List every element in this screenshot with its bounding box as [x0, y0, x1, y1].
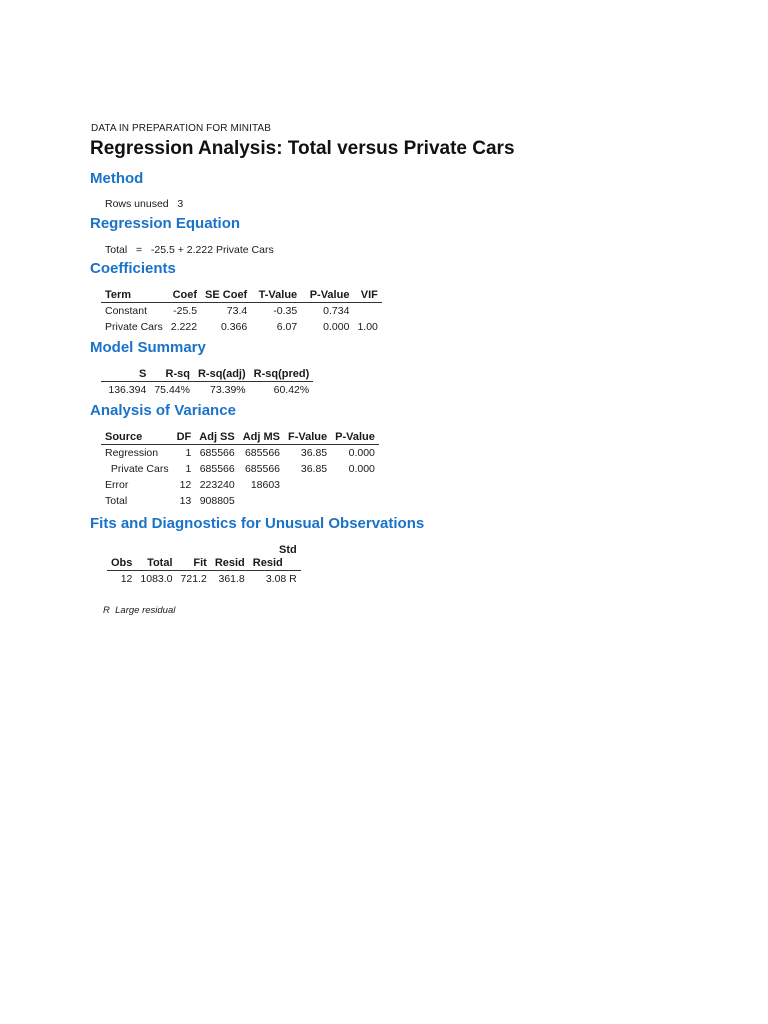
- table-row: [101, 493, 379, 509]
- ms-col-rsqadj: R-sq(adj): [194, 368, 250, 382]
- table-cell: 12: [120, 573, 133, 585]
- table-cell: 60.42%: [273, 384, 310, 396]
- table-cell: Regression: [105, 447, 159, 459]
- table-cell: [284, 493, 331, 509]
- unusual-col-std-resid: Resid: [249, 557, 301, 571]
- table-row: [107, 571, 301, 588]
- table-cell: 3.08 R: [265, 573, 297, 585]
- ms-col-s: S: [101, 368, 150, 382]
- coef-col-term: Term: [101, 289, 167, 303]
- method-heading: Method: [90, 170, 144, 187]
- table-cell: 1: [185, 463, 192, 475]
- table-cell: 0.000: [323, 321, 350, 333]
- table-header-cell: [211, 544, 249, 557]
- table-cell: 18603: [250, 479, 281, 491]
- equation-rhs: -25.5 + 2.222 Private Cars: [150, 244, 274, 256]
- table-row: [101, 477, 379, 493]
- anova-col-df: DF: [173, 431, 196, 445]
- table-cell: 685566: [199, 463, 235, 475]
- large-residual-note: R Large residual: [103, 605, 176, 616]
- table-cell: 685566: [244, 447, 281, 459]
- table-cell: Constant: [105, 305, 148, 317]
- equation-heading: Regression Equation: [90, 215, 241, 232]
- coef-col-p: P-Value: [301, 289, 353, 303]
- unusual-observations-table: [107, 544, 301, 587]
- table-cell: 0.000: [348, 463, 375, 475]
- anova-col-adjss: Adj SS: [195, 431, 238, 445]
- table-cell: [353, 303, 381, 320]
- unusual-col-std-top: Std: [279, 544, 297, 556]
- coef-col-coef: Coef: [167, 289, 201, 303]
- table-cell: 36.85: [300, 447, 328, 459]
- unusual-col-fit: Fit: [177, 557, 211, 571]
- method-value: 3: [177, 198, 184, 210]
- table-cell: 136.394: [108, 384, 147, 396]
- table-cell: 73.4: [226, 305, 248, 317]
- table-cell: Private Cars: [105, 463, 169, 475]
- table-cell: 2.222: [170, 321, 198, 333]
- table-cell: 223240: [199, 479, 235, 491]
- table-cell: Private Cars: [105, 321, 163, 333]
- model-summary-table: [101, 368, 313, 398]
- table-row: [101, 303, 382, 320]
- table-cell: 0.366: [220, 321, 248, 333]
- table-cell: 13: [179, 495, 192, 507]
- regression-equation: [105, 244, 274, 256]
- table-row: [101, 461, 379, 477]
- page-title: Regression Analysis: Total versus Private Cars: [90, 138, 515, 159]
- method-label: Rows unused: [105, 198, 169, 210]
- unusual-col-total: Total: [136, 557, 176, 571]
- table-cell: [331, 493, 379, 509]
- anova-heading: Analysis of Variance: [90, 402, 236, 419]
- table-cell: [239, 493, 284, 509]
- equation-equals: =: [135, 244, 143, 256]
- table-cell: 721.2: [180, 573, 207, 585]
- anova-table: [101, 431, 379, 509]
- coefficients-table: [101, 289, 382, 335]
- table-cell: 0.734: [323, 305, 350, 317]
- model-summary-heading: Model Summary: [90, 339, 206, 356]
- table-header-cell: [136, 544, 176, 557]
- table-cell: Total: [105, 495, 128, 507]
- table-cell: 73.39%: [210, 384, 246, 396]
- table-cell: 36.85: [300, 463, 328, 475]
- table-cell: 1: [185, 447, 192, 459]
- anova-col-source: Source: [101, 431, 173, 445]
- coefficients-heading: Coefficients: [90, 260, 176, 277]
- equation-lhs: Total: [105, 244, 128, 256]
- table-header-cell: [107, 544, 136, 557]
- anova-col-p: P-Value: [331, 431, 379, 445]
- method-rows-unused: [105, 198, 183, 210]
- coef-col-t: T-Value: [251, 289, 301, 303]
- table-cell: 1.00: [357, 321, 378, 333]
- table-cell: 685566: [199, 447, 235, 459]
- anova-col-f: F-Value: [284, 431, 331, 445]
- table-row: [101, 319, 382, 335]
- table-cell: -25.5: [173, 305, 198, 317]
- table-cell: 75.44%: [154, 384, 190, 396]
- coef-col-vif: VIF: [353, 289, 381, 303]
- table-cell: 0.000: [348, 447, 375, 459]
- table-cell: 361.8: [218, 573, 245, 585]
- unusual-col-obs: Obs: [107, 557, 136, 571]
- table-cell: 6.07: [276, 321, 298, 333]
- table-cell: [331, 477, 379, 493]
- unusual-heading: Fits and Diagnostics for Unusual Observations: [90, 515, 425, 532]
- table-cell: 12: [179, 479, 192, 491]
- table-cell: [284, 477, 331, 493]
- ms-col-rsq: R-sq: [150, 368, 194, 382]
- table-row: [101, 445, 379, 462]
- document-pretitle: DATA IN PREPARATION FOR MINITAB: [91, 123, 271, 134]
- ms-col-rsqpred: R-sq(pred): [250, 368, 314, 382]
- table-header-cell: [177, 544, 211, 557]
- unusual-col-resid: Resid: [211, 557, 249, 571]
- table-cell: 908805: [199, 495, 235, 507]
- table-cell: 1083.0: [140, 573, 173, 585]
- table-cell: -0.35: [273, 305, 298, 317]
- table-cell: Error: [105, 479, 129, 491]
- anova-col-adjms: Adj MS: [239, 431, 284, 445]
- table-cell: 685566: [244, 463, 281, 475]
- coef-col-se: SE Coef: [201, 289, 251, 303]
- table-row: [101, 382, 313, 399]
